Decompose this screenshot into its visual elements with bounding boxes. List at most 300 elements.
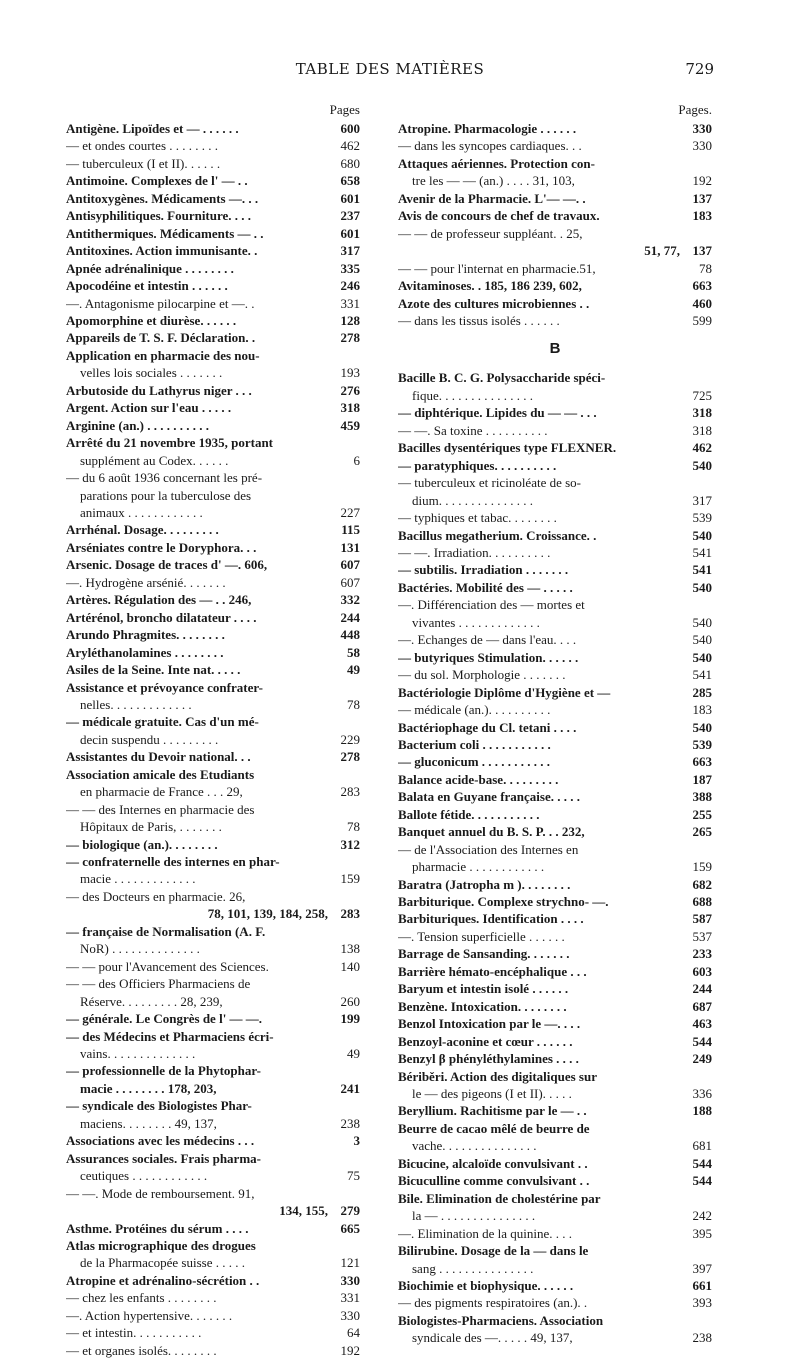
- entry-text: Assistance et prévoyance confrater-: [66, 679, 263, 695]
- entry-page: 688: [692, 894, 712, 910]
- entry-page: 312: [340, 836, 360, 852]
- entry-page: 140: [340, 958, 360, 974]
- entry-text: Associations avec les médecins . . .: [66, 1133, 255, 1149]
- entry-page: 279: [340, 1203, 360, 1219]
- entry-text: — et intestin. . . . . . . . . . .: [66, 1325, 202, 1341]
- entry-text: Bacille B. C. G. Polysaccharide spéci-: [398, 370, 606, 386]
- index-entry: [398, 1190, 712, 1207]
- index-entry: [398, 260, 712, 277]
- index-entry: [66, 155, 360, 172]
- entry-page: 260: [340, 993, 360, 1009]
- entry-text: Assurances sociales. Frais pharma-: [66, 1150, 261, 1166]
- entry-page: 330: [340, 1307, 360, 1323]
- entry-text: Benzol Intoxication par le —. . . .: [398, 1016, 581, 1032]
- index-entry: [66, 1132, 360, 1149]
- index-entry: [66, 958, 360, 975]
- index-entry: [66, 818, 360, 835]
- index-entry: [398, 841, 712, 858]
- entry-text: Apomorphine et diurèse. . . . . .: [66, 312, 237, 328]
- index-entry: [66, 1080, 360, 1097]
- entry-page: 539: [692, 510, 712, 526]
- entry-text: — —. Sa toxine . . . . . . . . . .: [398, 422, 548, 438]
- entry-page: 276: [340, 382, 360, 398]
- index-entry: [398, 1329, 712, 1346]
- entry-page: 137: [692, 190, 712, 206]
- index-entry: [66, 1220, 360, 1237]
- entry-text: Antisyphilitiques. Fourniture. . . .: [66, 208, 252, 224]
- entry-page: 540: [692, 649, 712, 665]
- entry-text: —. Elimination de la quinine. . . .: [398, 1225, 573, 1241]
- index-entry: [398, 1225, 712, 1242]
- index-entry: [66, 329, 360, 346]
- entry-text: fique. . . . . . . . . . . . . . .: [412, 387, 533, 403]
- index-entry: [66, 975, 360, 992]
- entry-page: 680: [340, 155, 360, 171]
- entry-text: —. Hydrogène arsénié. . . . . . .: [66, 574, 226, 590]
- entry-page: 265: [692, 824, 712, 840]
- index-entry: [66, 399, 360, 416]
- entry-page: 600: [340, 121, 360, 136]
- entry-text: — générale. Le Congrès de l' — —.: [66, 1011, 263, 1027]
- index-entry: [398, 631, 712, 648]
- entry-page: 687: [692, 998, 712, 1014]
- entry-text: Association amicale des Etudiants: [66, 766, 255, 782]
- entry-text: sang . . . . . . . . . . . . . . .: [412, 1260, 534, 1276]
- index-entry: [398, 1172, 712, 1189]
- entry-text: Asiles de la Seine. Inte nat. . . . .: [66, 662, 241, 678]
- entry-text: —. Antagonisme pilocarpine et —. .: [66, 295, 255, 311]
- entry-text: — —. Mode de remboursement. 91,: [66, 1185, 255, 1201]
- index-entry: [66, 207, 360, 224]
- entry-text: animaux . . . . . . . . . . . .: [80, 504, 203, 520]
- entry-text: Azote des cultures microbiennes . .: [398, 295, 590, 311]
- entry-page: 187: [692, 771, 712, 787]
- index-entry: [398, 1137, 712, 1154]
- entry-page: 537: [692, 928, 712, 944]
- index-entry: [398, 614, 712, 631]
- entry-page: 544: [692, 1173, 712, 1189]
- index-entry: [398, 788, 712, 805]
- entry-page: 682: [692, 876, 712, 892]
- entry-text: NoR) . . . . . . . . . . . . . .: [80, 941, 200, 957]
- entry-text: Atropine et adrénalino-sécrétion . .: [66, 1272, 260, 1288]
- entry-text: vache. . . . . . . . . . . . . . .: [412, 1138, 537, 1154]
- index-entry: [398, 387, 712, 404]
- entry-text: — française de Normalisation (A. F.: [66, 923, 266, 939]
- index-entry: [66, 574, 360, 591]
- index-entry: [398, 771, 712, 788]
- entry-text: —. Action hypertensive. . . . . . .: [66, 1307, 233, 1323]
- entry-page: 78: [347, 819, 360, 835]
- index-entry: [398, 666, 712, 683]
- index-entry: [398, 207, 712, 224]
- index-entry: [66, 870, 360, 887]
- entry-page: 332: [340, 592, 360, 608]
- entry-text: Artérénol, broncho dilatateur . . . .: [66, 609, 257, 625]
- entry-text: nelles. . . . . . . . . . . . .: [80, 696, 192, 712]
- index-entry: [66, 137, 360, 154]
- index-entry: [398, 1155, 712, 1172]
- entry-page: 544: [692, 1155, 712, 1171]
- entry-page: 278: [340, 749, 360, 765]
- entry-text: Barbituriques. Identification . . . .: [398, 911, 584, 927]
- index-entry: [398, 684, 712, 701]
- entry-text: — tuberculeux (I et II). . . . . .: [66, 155, 221, 171]
- entry-text: Arrêté du 21 novembre 1935, portant: [66, 435, 274, 451]
- entry-text: Application en pharmacie des nou-: [66, 347, 260, 363]
- entry-page: 540: [692, 527, 712, 543]
- entry-text: — biologique (an.). . . . . . . .: [66, 836, 218, 852]
- entry-text: — paratyphiques. . . . . . . . . .: [398, 457, 557, 473]
- entry-text: Hôpitaux de Paris, . . . . . . .: [80, 819, 222, 835]
- index-entry: [66, 1028, 360, 1045]
- index-entry: [66, 364, 360, 381]
- index-entry: [66, 120, 360, 137]
- entry-text: Barrage de Sansanding. . . . . . .: [398, 946, 570, 962]
- entry-text: — dans les syncopes cardiaques. . .: [398, 138, 582, 154]
- index-entry: [398, 242, 712, 259]
- page-number: 729: [685, 60, 714, 78]
- index-entry: [66, 940, 360, 957]
- entry-text: pharmacie . . . . . . . . . . . .: [412, 859, 545, 875]
- index-entry: [398, 369, 712, 386]
- entry-page: 607: [340, 574, 360, 590]
- entry-text: Beurre de cacao mêlé de beurre de: [398, 1120, 590, 1136]
- index-entry: [66, 1062, 360, 1079]
- index-entry: [66, 993, 360, 1010]
- entry-page: 331: [340, 295, 360, 311]
- entry-page: 285: [692, 684, 712, 700]
- index-entry: [398, 1242, 712, 1259]
- entry-page: 317: [340, 243, 360, 259]
- index-entry: [398, 312, 712, 329]
- index-entry: [66, 295, 360, 312]
- entry-text: 78, 101, 139, 184, 258,: [207, 906, 328, 922]
- entry-text: Bériběri. Action des digitaliques sur: [398, 1068, 597, 1084]
- entry-text: Bactéries. Mobilité des — . . . . .: [398, 579, 573, 595]
- entry-page: 241: [340, 1080, 360, 1096]
- entry-page: 318: [692, 422, 712, 438]
- index-entry: [66, 1272, 360, 1289]
- entry-text: Avitaminoses. . 185, 186 239, 602,: [398, 278, 582, 294]
- entry-page: 603: [692, 963, 712, 979]
- entry-text: Bacilles dysentériques type FLEXNER.: [398, 440, 617, 456]
- index-entry: [398, 736, 712, 753]
- index-entry: [66, 1150, 360, 1167]
- entry-text: Biologistes-Pharmaciens. Association: [398, 1312, 604, 1328]
- entry-page: 199: [340, 1011, 360, 1027]
- entry-text: tre les — — (an.) . . . . 31, 103,: [412, 173, 575, 189]
- entry-page: 397: [692, 1260, 712, 1276]
- entry-page: 725: [692, 387, 712, 403]
- index-entry: [398, 1120, 712, 1137]
- entry-page: 229: [340, 731, 360, 747]
- entry-page: 237: [340, 208, 360, 224]
- index-entry: [66, 1167, 360, 1184]
- entry-page: 317: [692, 492, 712, 508]
- entry-text: Balance acide-base. . . . . . . . .: [398, 771, 559, 787]
- entry-text: maciens. . . . . . . . 49, 137,: [80, 1115, 217, 1131]
- entry-page: 463: [692, 1016, 712, 1032]
- index-entry: [398, 172, 712, 189]
- page-title: TABLE DES MATIÈRES: [295, 60, 485, 78]
- running-header: [66, 60, 714, 80]
- entry-page: 544: [692, 1033, 712, 1049]
- index-entry: [398, 1207, 712, 1224]
- index-entry: [66, 853, 360, 870]
- entry-page: 607: [340, 557, 360, 573]
- entry-text: Baryum et intestin isolé . . . . . .: [398, 981, 569, 997]
- entry-text: Arsenic. Dosage de traces d' —. 606,: [66, 557, 268, 573]
- entry-text: Aryléthanolamines . . . . . . . .: [66, 644, 224, 660]
- index-entry: [66, 679, 360, 696]
- index-entry: [398, 155, 712, 172]
- entry-text: — et ondes courtes . . . . . . . .: [66, 138, 219, 154]
- entry-page: 681: [692, 1138, 712, 1154]
- right-column: [398, 100, 712, 1347]
- index-entry: [398, 561, 712, 578]
- entry-text: Bactériophage du Cl. tetani . . . .: [398, 719, 577, 735]
- entry-text: — des Médecins et Pharmaciens écri-: [66, 1028, 274, 1044]
- entry-text: Arrhénal. Dosage. . . . . . . . .: [66, 522, 219, 538]
- index-entry: [66, 312, 360, 329]
- entry-text: — tuberculeux et ricinoléate de so-: [398, 475, 582, 491]
- index-entry: [66, 1010, 360, 1027]
- entry-text: Balata en Guyane française. . . . .: [398, 789, 580, 805]
- index-entry: [398, 579, 712, 596]
- entry-text: Bactériologie Diplôme d'Hygiène et —: [398, 684, 611, 700]
- entry-page: 330: [340, 1272, 360, 1288]
- index-entry: [66, 644, 360, 661]
- entry-page: 665: [340, 1220, 360, 1236]
- index-entry: [66, 556, 360, 573]
- entry-page: 233: [692, 946, 712, 962]
- entry-page: 541: [692, 667, 712, 683]
- index-entry: [398, 457, 712, 474]
- entry-page: 183: [692, 208, 712, 224]
- entry-text: Avenir de la Pharmacie. L'— —. .: [398, 190, 586, 206]
- index-entry: [66, 1097, 360, 1114]
- entry-text: Arséniates contre le Doryphora. . .: [66, 539, 257, 555]
- entry-page: 540: [692, 614, 712, 630]
- index-entry: [66, 417, 360, 434]
- index-entry: [398, 806, 712, 823]
- index-entry: [398, 422, 712, 439]
- index-entry: [398, 928, 712, 945]
- index-entry: [66, 242, 360, 259]
- entry-page: 601: [340, 225, 360, 241]
- entry-page: 131: [340, 539, 360, 555]
- entry-text: Baratra (Jatropha m ). . . . . . . .: [398, 876, 571, 892]
- index-entry: [398, 701, 712, 718]
- entry-text: — diphtérique. Lipides du — — . . .: [398, 405, 597, 421]
- entry-text: — gluconicum . . . . . . . . . . .: [398, 754, 551, 770]
- index-entry: [398, 277, 712, 294]
- entry-text: — subtilis. Irradiation . . . . . . .: [398, 562, 569, 578]
- entry-text: Artères. Régulation des — . . 246,: [66, 592, 252, 608]
- entry-text: Avis de concours de chef de travaux.: [398, 208, 600, 224]
- entry-text: — du 6 août 1936 concernant les pré-: [66, 470, 263, 486]
- index-entry: [66, 172, 360, 189]
- left-column: [66, 100, 360, 1359]
- index-entry: [66, 888, 360, 905]
- index-entry: [398, 120, 712, 137]
- index-entry: [66, 347, 360, 364]
- entry-text: 51, 77,: [644, 243, 680, 259]
- index-entry: [66, 1115, 360, 1132]
- entry-text: —. Echanges de — dans l'eau. . . .: [398, 632, 577, 648]
- entry-page: 336: [692, 1086, 712, 1102]
- entry-text: — syndicale des Biologistes Phar-: [66, 1098, 252, 1114]
- entry-page: 128: [340, 312, 360, 328]
- entry-text: en pharmacie de France . . . 29,: [80, 784, 243, 800]
- entry-text: — — des Internes en pharmacie des: [66, 801, 255, 817]
- index-entry: [398, 998, 712, 1015]
- section-letter: B: [549, 340, 561, 358]
- entry-text: Appareils de T. S. F. Déclaration. .: [66, 330, 256, 346]
- index-entry: [66, 801, 360, 818]
- entry-page: 188: [692, 1103, 712, 1119]
- index-entry: [398, 544, 712, 561]
- index-entry: [398, 404, 712, 421]
- index-entry: [398, 596, 712, 613]
- entry-page: 115: [341, 522, 360, 538]
- entry-page: 448: [340, 627, 360, 643]
- entry-text: Argent. Action sur l'eau . . . . .: [66, 400, 232, 416]
- index-entry: [66, 260, 360, 277]
- index-entry: [398, 1068, 712, 1085]
- index-entry: [398, 719, 712, 736]
- entry-page: 460: [692, 295, 712, 311]
- entry-page: 58: [347, 644, 360, 660]
- index-entry: [398, 527, 712, 544]
- index-entry: [398, 1015, 712, 1032]
- index-entry: [66, 469, 360, 486]
- entry-text: — confraternelle des internes en phar-: [66, 854, 280, 870]
- index-entry: [398, 190, 712, 207]
- pages-label: Pages: [329, 102, 360, 117]
- entry-text: velles lois sociales . . . . . . .: [80, 365, 223, 381]
- index-entries: [398, 369, 712, 1346]
- index-entry: [66, 1324, 360, 1341]
- entry-page: 462: [692, 440, 712, 456]
- entry-text: supplément au Codex. . . . . .: [80, 452, 229, 468]
- index-entry: [66, 905, 360, 922]
- entry-text: ceutiques . . . . . . . . . . . .: [80, 1168, 208, 1184]
- entry-text: —. Tension superficielle . . . . . .: [398, 928, 565, 944]
- entry-text: Arbutoside du Lathyrus niger . . .: [66, 382, 252, 398]
- index-entry: [398, 492, 712, 509]
- entry-page: 661: [692, 1278, 712, 1293]
- index-entry: [66, 539, 360, 556]
- index-entry: [398, 1033, 712, 1050]
- entry-page: 599: [692, 312, 712, 328]
- index-entry: [398, 509, 712, 526]
- entry-text: Ballote fétide. . . . . . . . . . .: [398, 806, 540, 822]
- index-entry: [66, 521, 360, 538]
- entry-text: parations pour la tuberculose des: [80, 487, 252, 503]
- entry-text: Réserve. . . . . . . . . 28, 239,: [80, 993, 223, 1009]
- entry-text: de la Pharmacopée suisse . . . . .: [80, 1255, 245, 1271]
- index-entry: [398, 1050, 712, 1067]
- index-entry: [66, 1254, 360, 1271]
- entry-text: Bacterium coli . . . . . . . . . . .: [398, 736, 551, 752]
- entry-page: 238: [692, 1330, 712, 1346]
- entry-page: 393: [692, 1295, 712, 1311]
- entry-page: 138: [340, 941, 360, 957]
- entry-text: Biochimie et biophysique. . . . . .: [398, 1278, 574, 1293]
- entry-text: syndicale des —. . . . . 49, 137,: [412, 1330, 573, 1346]
- index-entry: [66, 1289, 360, 1306]
- index-entry: [398, 910, 712, 927]
- entry-page: 540: [692, 579, 712, 595]
- entry-text: — des pigments respiratoires (an.). .: [398, 1295, 588, 1311]
- entry-text: Antitoxygènes. Médicaments —. . .: [66, 190, 259, 206]
- index-entry: [66, 1202, 360, 1219]
- entry-text: Bile. Elimination de cholestérine par: [398, 1190, 601, 1206]
- entry-page: 601: [340, 190, 360, 206]
- entry-text: — chez les enfants . . . . . . . .: [66, 1290, 217, 1306]
- entry-text: — du sol. Morphologie . . . . . . .: [398, 667, 566, 683]
- index-entries: [398, 120, 712, 329]
- entry-page: 330: [692, 121, 712, 136]
- entry-text: — et organes isolés. . . . . . . .: [66, 1342, 217, 1358]
- entry-page: 159: [692, 859, 712, 875]
- entry-text: Assistantes du Devoir national. . .: [66, 749, 251, 765]
- entry-page: 540: [692, 632, 712, 648]
- entry-text: Bacillus megatherium. Croissance. .: [398, 527, 597, 543]
- index-entry: [398, 295, 712, 312]
- index-entry: [66, 1185, 360, 1202]
- index-entry: [66, 609, 360, 626]
- entry-page: 183: [692, 702, 712, 718]
- index-entry: [66, 487, 360, 504]
- index-entries: [66, 120, 360, 1359]
- entry-page: 75: [347, 1168, 360, 1184]
- entry-text: Banquet annuel du B. S. P. . . 232,: [398, 824, 585, 840]
- entry-page: 663: [692, 278, 712, 294]
- entry-page: 246: [340, 278, 360, 294]
- entry-page: 539: [692, 736, 712, 752]
- entry-page: 255: [692, 806, 712, 822]
- entry-text: Atropine. Pharmacologie . . . . . .: [398, 121, 577, 136]
- index-entry: [398, 474, 712, 491]
- entry-page: 249: [692, 1051, 712, 1067]
- entry-page: 242: [692, 1208, 712, 1224]
- entry-page: 121: [340, 1255, 360, 1271]
- index-entry: [66, 661, 360, 678]
- index-entry: [66, 190, 360, 207]
- entry-text: — — des Officiers Pharmaciens de: [66, 976, 251, 992]
- index-entry: [66, 731, 360, 748]
- entry-text: Attaques aériennes. Protection con-: [398, 155, 595, 171]
- index-entry: [66, 1045, 360, 1062]
- entry-page: 541: [692, 544, 712, 560]
- index-entry: [398, 225, 712, 242]
- entry-text: vains. . . . . . . . . . . . . .: [80, 1046, 196, 1062]
- entry-text: Apocodéine et intestin . . . . . .: [66, 278, 228, 294]
- index-entry: [398, 876, 712, 893]
- entry-text: Benzoyl-aconine et cœur . . . . . .: [398, 1033, 573, 1049]
- entry-page: 159: [340, 871, 360, 887]
- pages-label: Pages.: [678, 102, 712, 117]
- entry-page: 330: [692, 138, 712, 154]
- index-entry: [66, 836, 360, 853]
- entry-page: 227: [340, 504, 360, 520]
- entry-text: le — des pigeons (I et II). . . . .: [412, 1086, 572, 1102]
- index-entry: [398, 1085, 712, 1102]
- index-entry: [66, 1307, 360, 1324]
